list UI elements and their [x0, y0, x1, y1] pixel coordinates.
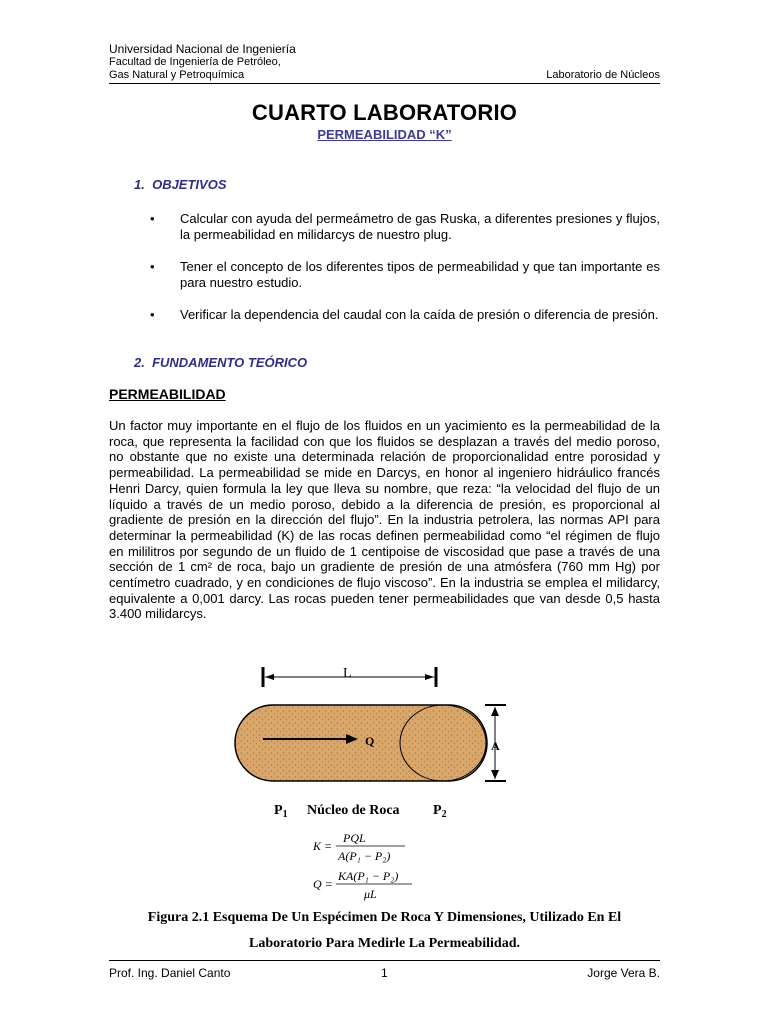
page-subtitle: PERMEABILIDAD “K”	[317, 127, 452, 142]
rock-core-body	[235, 705, 487, 781]
list-item	[150, 259, 660, 291]
permeability-heading: PERMEABILIDAD	[109, 386, 226, 402]
equation-1-numerator: PQL	[343, 831, 366, 845]
core-label: Núcleo de Roca	[307, 803, 400, 818]
page-title: CUARTO LABORATORIO	[251, 100, 518, 125]
caption-line-2: Laboratorio Para Medirle La Permeabilidad.	[248, 936, 520, 951]
page-header	[109, 43, 660, 82]
pressure-2-label: $P_2$	[433, 803, 447, 820]
footer-author-left: Prof. Ing. Daniel Canto	[109, 966, 231, 980]
area-label: A	[491, 739, 500, 753]
footer-author-right: Jorge Vera B.	[587, 966, 660, 980]
footer-divider	[109, 960, 660, 961]
area-arrowhead-bottom	[491, 770, 499, 779]
length-label: L	[343, 666, 352, 681]
objectives-list	[150, 211, 660, 339]
bullet-icon: •	[150, 259, 155, 274]
length-arrowhead-right	[425, 674, 434, 680]
equation-2-lhs: Q =	[313, 877, 333, 891]
faculty-line-2: Gas Natural y Petroquímica	[109, 69, 245, 81]
objective-text: Calcular con ayuda del permeámetro de gas Ruska, a diferentes presiones y flujos, la permeabilidad en milidarcys de nuestro plug.	[180, 211, 660, 242]
length-arrowhead-left	[265, 674, 274, 680]
header-divider	[109, 83, 660, 84]
lab-name: Laboratorio de Núcleos	[546, 69, 660, 81]
objective-text: Verificar la dependencia del caudal con la caída de presión o diferencia de presión.	[180, 307, 659, 322]
section-number: 1.	[134, 177, 145, 192]
equation-2-denominator: μL	[364, 887, 377, 901]
section-number: 2.	[134, 355, 145, 370]
caption-line-1: Figura 2.1 Esquema De Un Espécimen De Roca Y Dimensiones, Utilizado En El	[147, 910, 622, 925]
objective-text: Tener el concepto de los diferentes tipos de permeabilidad y que tan importante es para nuestro estudio.	[180, 259, 660, 290]
faculty-line-1: Facultad de Ingeniería de Petróleo,	[109, 56, 281, 68]
section-title: OBJETIVOS	[152, 177, 227, 192]
list-item	[150, 307, 660, 323]
flow-label: Q	[365, 734, 375, 748]
rock-specimen-figure	[150, 655, 630, 925]
section-title: FUNDAMENTO TEÓRICO	[152, 355, 308, 370]
figure-caption	[109, 905, 660, 957]
list-item	[150, 211, 660, 243]
equation-1-denominator: A(P₁ − P₂)	[338, 849, 391, 863]
theory-paragraph: Un factor muy importante en el flujo de los fluidos en un yacimiento es la permeabilidad de la roca, que representa la facilidad con que los fluidos se desplazan a través del medio poroso, no obstante que no existe una determinada relación de proporcionalidad entre porosidad y permeabilidad. La permeabilidad se mide en Darcys, en honor al ingeniero hidráulico francés Henri Darcy, quien formula la ley que lleva su nombre, que reza: “la velocidad del flujo de un líquido a través de un medio poroso, debido a la diferencia de presión, es proporcional al gradiente de presión en la dirección del flujo”. En la industria petrolera, las normas API para determinar la permeabilidad (K) de las rocas definen permeabilidad como “el régimen de flujo en mililitros por segundo de un fluido de 1 centipoise de viscosidad que pase a través de una sección de 1 cm² de roca, bajo un gradiente de presión de una atmósfera (760 mm Hg) por centímetro cuadrado, y en condiciones de flujo viscoso”. En la industria se emplea el milidarcy, equivalente a 0,001 darcy. Las rocas pueden tener permeabilidades que van desde 0,5 hasta 3.400 milidarcys.	[109, 418, 660, 622]
area-arrowhead-top	[491, 707, 499, 716]
university-name: Universidad Nacional de Ingeniería	[109, 42, 296, 56]
equation-2-numerator: KA(P₁ − P₂)	[338, 869, 399, 883]
bullet-icon: •	[150, 307, 155, 322]
section-objectives-heading	[134, 177, 227, 192]
equation-1-lhs: K =	[313, 839, 333, 853]
bullet-icon: •	[150, 211, 155, 226]
section-theory-heading	[134, 355, 307, 370]
pressure-1-label: $P_1$	[274, 803, 288, 820]
page-number: 1	[381, 966, 388, 980]
